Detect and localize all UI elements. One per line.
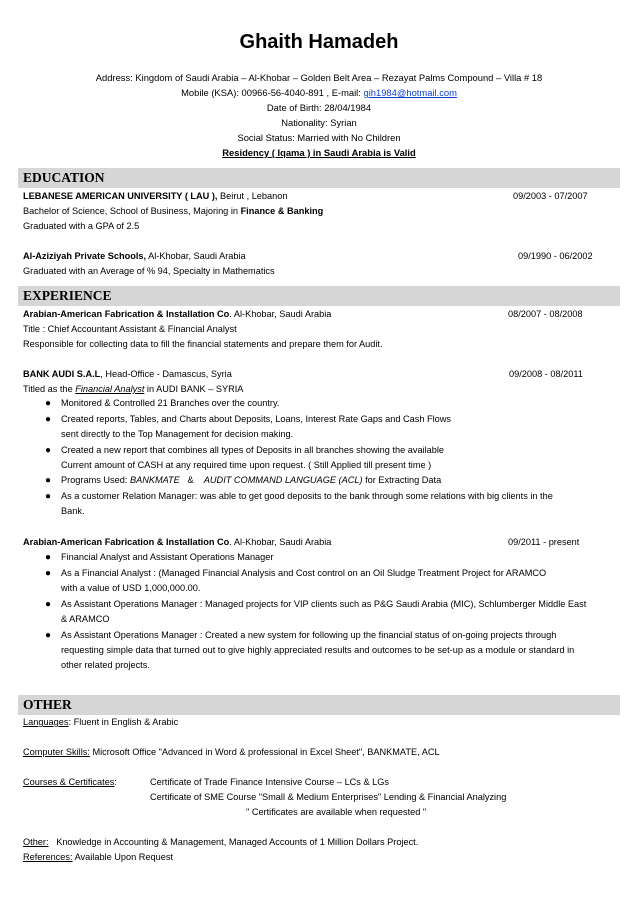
other-section-header (18, 695, 620, 715)
edu-2-inst-bold: Al-Aziziyah Private Schools, (23, 251, 147, 261)
edu-entry-1-institution (23, 190, 287, 202)
job-3-bullet-2a: As a Financial Analyst : (Managed Financial Analysis and Cost control on an Oil Sludge Treatment Project for ARAMCO (61, 568, 547, 578)
education-title: EDUCATION (23, 170, 105, 185)
candidate-name: Ghaith Hamadeh (239, 31, 399, 53)
course-2: Certificate of SME Course "Small & Medium Enterprises" Lending & Financial Analyzing (150, 792, 507, 802)
edu-2-average: Graduated with an Average of % 94, Specialty in Mathematics (23, 266, 275, 276)
job-3-bullet-1: Financial Analyst and Assistant Operations Manager (61, 552, 274, 562)
job-2-titled (23, 383, 243, 395)
job-2-bullet-1: Monitored & Controlled 21 Branches over the country. (61, 398, 280, 408)
course-1: Certificate of Trade Finance Intensive Course – LCs & LGs (150, 777, 389, 787)
job-2-titled-suffix: in AUDI BANK – SYRIA (144, 384, 244, 394)
job-3-dates: 09/2011 - present (508, 537, 580, 547)
job-2-bullet-5b: Bank. (61, 506, 85, 516)
dob-line: Date of Birth: 28/04/1984 (266, 102, 372, 113)
job-2-bullet-3a: Created a new report that combines all types of Deposits in all branches showing the available (61, 445, 445, 455)
bullet-icon: ● (45, 445, 52, 456)
courses-label: Courses & Certificates (23, 777, 115, 787)
edu-entry-2-institution (23, 250, 246, 262)
languages-label: Languages (23, 717, 69, 727)
job-2-programs-suffix: for Extracting Data (362, 475, 442, 485)
job-3-company-bold: Arabian-American Fabrication & Installation Co (23, 537, 230, 547)
job-2-program-amp: & (179, 475, 204, 485)
job-3-bullet-4b: requesting simple data that turned out to give highly appreciated results and outcomes to be set-up as a module or standard in (61, 645, 575, 655)
references-line (23, 851, 173, 863)
bullet-icon: ● (45, 491, 52, 502)
edu-1-degree (23, 205, 323, 217)
edu-1-inst-bold: LEBANESE AMERICAN UNIVERSITY ( LAU ), (23, 191, 218, 201)
residency-line (0, 147, 638, 159)
bullet-icon: ● (45, 630, 52, 641)
edu-2-inst-rest: Al-Khobar, Saudi Arabia (146, 251, 246, 261)
experience-section-header (18, 286, 620, 306)
languages-value: : Fluent in English & Arabic (68, 717, 179, 727)
other-value: Knowledge in Accounting & Management, Managed Accounts of 1 Million Dollars Project. (48, 837, 419, 847)
courses-label-line (23, 776, 117, 788)
job-2-titled-prefix: Titled as the (23, 384, 76, 394)
job-3-company (23, 536, 331, 548)
job-3-company-rest: . Al-Khobar, Saudi Arabia (229, 537, 332, 547)
computer-skills-line (23, 746, 440, 758)
courses-colon: : (114, 777, 117, 787)
job-2-bullet-4 (61, 473, 441, 488)
job-1-company (23, 308, 331, 320)
references-label: References: (23, 852, 73, 862)
job-2-bullet-2b: sent directly to the Top Management for decision making. (61, 429, 294, 439)
other-line (23, 836, 418, 848)
edu-1-inst-rest: Beirut , Lebanon (217, 191, 288, 201)
job-2-company-bold: BANK AUDI S.A.L (23, 369, 101, 379)
bullet-icon: ● (45, 475, 52, 486)
job-2-program-bankmate: BANKMATE (129, 475, 180, 485)
computer-skills-value: Microsoft Office "Advanced in Word & professional in Excel Sheet", BANKMATE, ACL (89, 747, 440, 757)
bullet-icon: ● (45, 398, 52, 409)
residency-text: Residency ( Iqama ) in Saudi Arabia is Valid (222, 147, 416, 158)
edu-1-gpa: Graduated with a GPA of 2.5 (23, 221, 140, 231)
job-3-bullet-3a: As Assistant Operations Manager : Managed projects for VIP clients such as P&G Saudi Arabia (MIC), Schlumberger Middle East (61, 599, 587, 609)
job-2-program-acl: AUDIT COMMAND LANGUAGE (ACL) (203, 475, 363, 485)
job-3-bullet-4c: other related projects. (61, 660, 150, 670)
job-3-bullet-3b: & ARAMCO (61, 614, 110, 624)
job-2-dates: 09/2008 - 08/2011 (509, 369, 583, 379)
job-2-bullet-3b: Current amount of CASH at any required time upon request. ( Still Applied till present time ) (61, 460, 432, 470)
edu-1-major: Finance & Banking (240, 206, 324, 216)
contact-line (0, 87, 638, 99)
email-link[interactable]: gih1984@hotmail.com (363, 87, 457, 98)
job-2-company (23, 368, 232, 380)
course-note: " Certificates are available when requested " (246, 807, 427, 817)
job-3-bullet-2b: with a value of USD 1,000,000.00. (61, 583, 201, 593)
job-3-bullet-4a: As Assistant Operations Manager : Created a new system for following up the financial status of on-going projects through (61, 630, 557, 640)
references-value: Available Upon Request (72, 852, 173, 862)
other-label: Other: (23, 837, 49, 847)
edu-2-dates: 09/1990 - 06/2002 (518, 251, 593, 261)
computer-skills-label: Computer Skills: (23, 747, 90, 757)
job-2-role: Financial Analyst (75, 384, 145, 394)
bullet-icon: ● (45, 414, 52, 425)
job-1-responsibility: Responsible for collecting data to fill the financial statements and prepare them for Audit. (23, 339, 383, 349)
education-section-header (18, 168, 620, 188)
experience-title: EXPERIENCE (23, 288, 112, 303)
job-2-bullet-5a: As a customer Relation Manager: was able to get good deposits to the bank through some relations with big clients in the (61, 491, 553, 501)
edu-1-dates: 09/2003 - 07/2007 (513, 191, 588, 201)
job-2-programs-prefix: Programs Used: (61, 475, 130, 485)
job-1-title: Title : Chief Accountant Assistant & Financial Analyst (23, 324, 237, 334)
job-2-bullet-2a: Created reports, Tables, and Charts about Deposits, Loans, Interest Rate Gaps and Cash Flows (61, 414, 451, 424)
job-1-dates: 08/2007 - 08/2008 (508, 309, 583, 319)
address-line: Address: Kingdom of Saudi Arabia – Al-Khobar – Golden Belt Area – Rezayat Palms Compound – Villa # 18 (95, 72, 543, 83)
languages-line (23, 716, 178, 728)
social-status-line: Social Status: Married with No Children (237, 132, 401, 143)
mobile-text: Mobile (KSA): 00966-56-4040-891 , E-mail: (181, 87, 364, 98)
bullet-icon: ● (45, 568, 52, 579)
job-2-company-rest: , Head-Office - Damascus, Syria (100, 369, 232, 379)
bullet-icon: ● (45, 552, 52, 563)
job-1-company-bold: Arabian-American Fabrication & Installation Co (23, 309, 230, 319)
other-title: OTHER (23, 697, 72, 712)
nationality-line: Nationality: Syrian (281, 117, 357, 128)
bullet-icon: ● (45, 599, 52, 610)
job-1-company-rest: . Al-Khobar, Saudi Arabia (229, 309, 332, 319)
edu-1-degree-text: Bachelor of Science, School of Business, Majoring in (23, 206, 241, 216)
